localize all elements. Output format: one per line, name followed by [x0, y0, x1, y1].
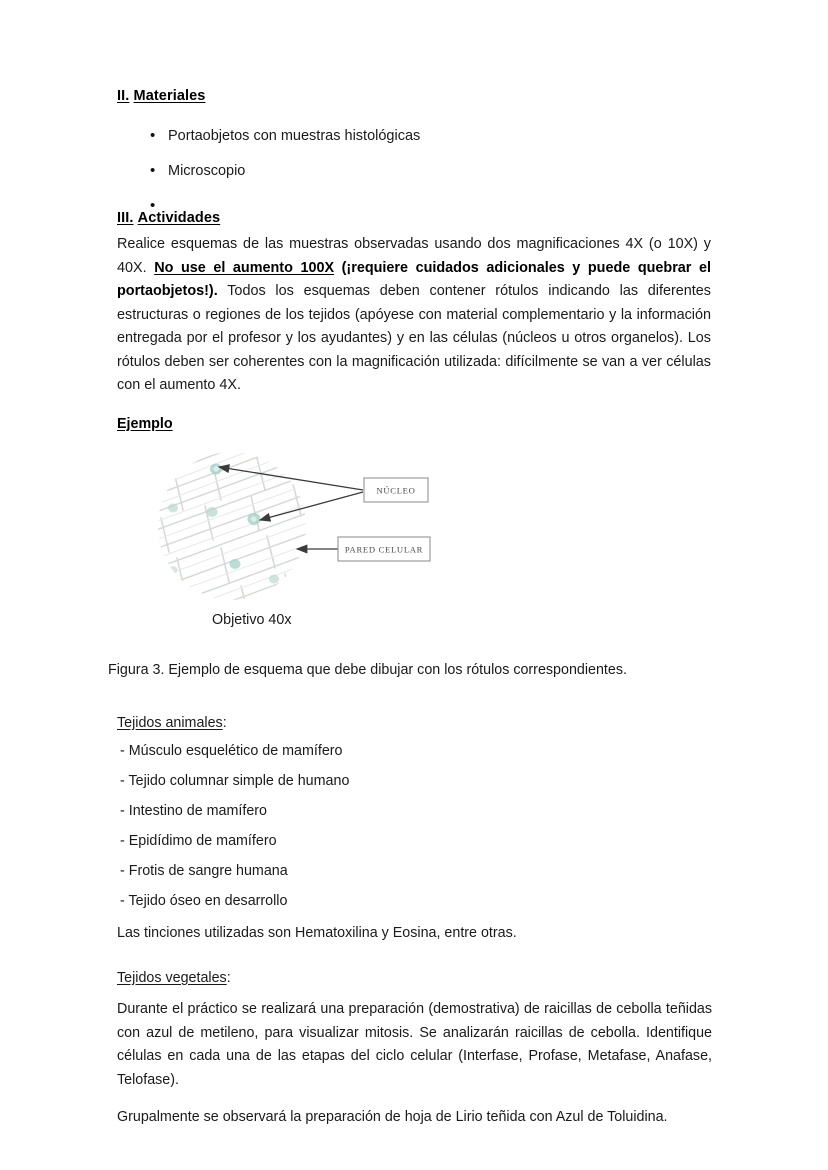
animal-tissues-label-text: Tejidos animales	[117, 715, 223, 731]
figure-objective-caption: Objetivo 40x	[212, 612, 292, 628]
heading-materiales-number: II.	[117, 88, 130, 104]
paragraph-warning-bold: (¡requiere cuidados adicionales y puede quebrar el portaobjetos!).	[117, 259, 711, 299]
plant-tissues-paragraph: Durante el práctico se realizará una preparación (demostrativa) de raicillas de cebolla teñidas con azul de metileno, para visualizar mitosis. Se analizarán raicillas de cebolla. Identifique células en cada una de las etapas del ciclo celular (Interfase, Profase, Metafase, Anafase, Telofase).	[117, 1001, 712, 1088]
plant-tissues-label-text: Tejidos vegetales	[117, 970, 227, 986]
heading-actividades-title: Actividades	[137, 210, 221, 226]
heading-ejemplo-label: Ejemplo	[117, 415, 173, 432]
paragraph-part-2: Todos los esquemas deben contener rótulos indicando las diferentes estructuras o regiones de los tejidos (apóyese con material complementario y la información entregada por el profesor y los ayudantes) y en las células (núcleos u otros organelos). Los rótulos deben ser coherentes con la magnificación utilizada: difícilmente se van a ver células con el aumento 4X.	[117, 283, 711, 393]
animal-tissues-colon: :	[222, 715, 227, 731]
animal-tissues-note: Las tinciones utilizadas son Hematoxilina y Eosina, entre otras.	[117, 925, 517, 941]
animal-tissues-label	[117, 715, 712, 731]
list-item: - Intestino de mamífero	[120, 803, 268, 819]
plant-tissues-colon: :	[226, 970, 231, 986]
list-item: - Frotis de sangre humana	[120, 863, 288, 879]
list-item	[117, 198, 711, 208]
label-box-pared-celular	[338, 537, 430, 561]
label-nucleo-text: NÚCLEO	[376, 485, 416, 496]
plant-tissues-label	[117, 970, 712, 986]
heading-actividades-number: III.	[117, 210, 134, 226]
list-item: - Músculo esquelético de mamífero	[120, 743, 343, 759]
label-box-nucleo	[364, 478, 428, 502]
heading-actividades	[117, 210, 711, 226]
list-item: • Microscopio	[117, 163, 711, 180]
heading-materiales	[117, 88, 711, 104]
figure-example-schema	[117, 440, 717, 645]
list-item: - Epidídimo de mamífero	[120, 833, 277, 849]
activities-paragraph	[117, 233, 711, 398]
list-item: - Tejido óseo en desarrollo	[120, 893, 288, 909]
section-plant-tissues	[117, 970, 712, 1129]
plant-tissues-paragraph-2: Grupalmente se observará la preparación de hoja de Lirio teñida con Azul de Toluidina.	[117, 1109, 668, 1125]
label-pared-celular-text: PARED CELULAR	[344, 544, 424, 555]
materials-list	[117, 128, 711, 208]
document-body	[117, 88, 711, 432]
section-animal-tissues	[117, 715, 712, 941]
figure-caption: Figura 3. Ejemplo de esquema que debe dibujar con los rótulos correspondientes.	[108, 662, 627, 678]
heading-materiales-title: Materiales	[133, 88, 206, 104]
paragraph-warning-underlined: No use el aumento 100X	[154, 259, 335, 276]
list-item: • Portaobjetos con muestras histológicas	[117, 128, 711, 145]
heading-ejemplo	[117, 416, 711, 432]
figure-svg	[117, 440, 717, 645]
list-item: - Tejido columnar simple de humano	[120, 773, 350, 789]
paragraph-part-1: Realice esquemas de las muestras observadas usando dos magnificaciones 4X (o 10X) y 40X.	[117, 236, 711, 276]
